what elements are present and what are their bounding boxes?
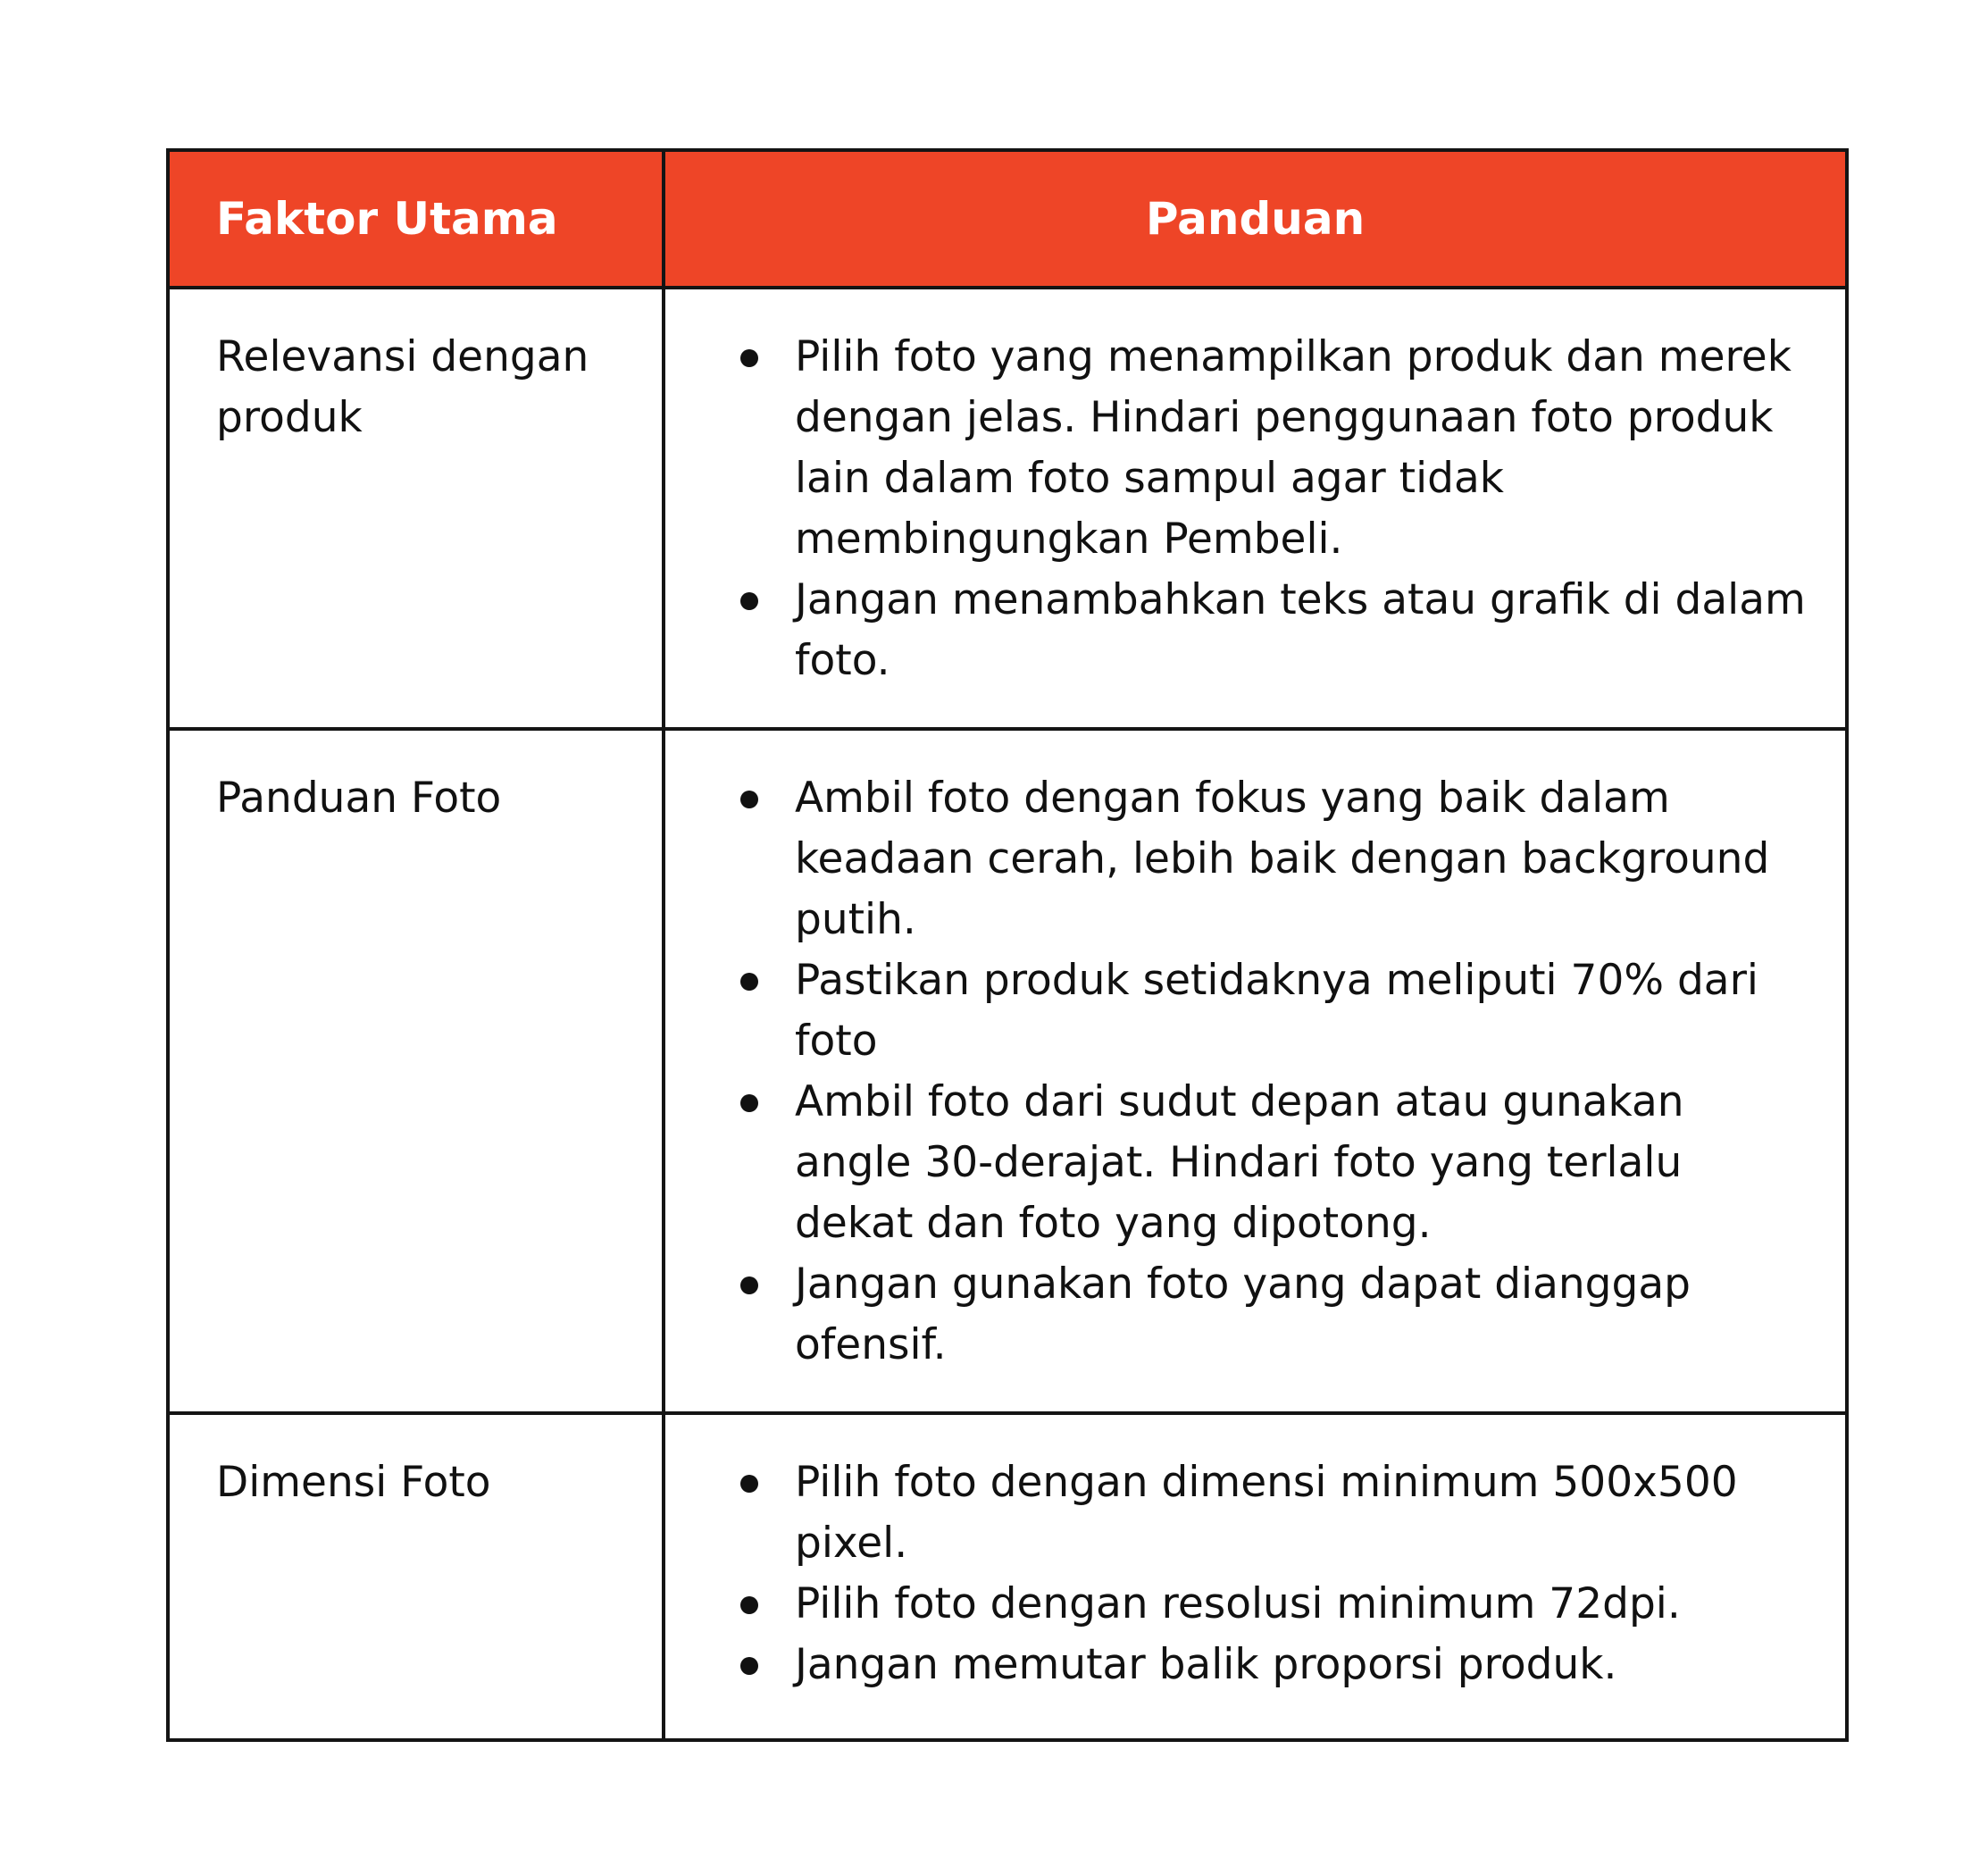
factor-cell-relevance: Relevansi dengan produk — [168, 288, 664, 729]
bullet-item: Pilih foto dengan resolusi minimum 72dpi. — [665, 1574, 1809, 1635]
table-row — [168, 288, 1847, 729]
bullet-list — [665, 768, 1809, 1376]
header-guide: Panduan — [664, 150, 1847, 288]
bullet-item: Pilih foto yang menampilkan produk dan merek dengan jelas. Hindari penggunaan foto produk lain dalam foto sampul agar tidak membingungkan Pembeli. — [665, 327, 1809, 570]
bullet-item: Jangan gunakan foto yang dapat dianggap ofensif. — [665, 1254, 1809, 1376]
guide-cell-dimensions — [664, 1413, 1847, 1740]
factor-cell-dimensions: Dimensi Foto — [168, 1413, 664, 1740]
bullet-item: Jangan memutar balik proporsi produk. — [665, 1635, 1809, 1695]
bullet-list — [665, 1452, 1809, 1695]
table-body — [168, 288, 1847, 1740]
bullet-item: Jangan menambahkan teks atau grafik di dalam foto. — [665, 570, 1809, 691]
bullet-item: Ambil foto dengan fokus yang baik dalam keadaan cerah, lebih baik dengan background putih. — [665, 768, 1809, 950]
photo-guidelines-table — [166, 148, 1849, 1742]
table-row — [168, 1413, 1847, 1740]
bullet-item: Pilih foto dengan dimensi minimum 500x500 pixel. — [665, 1452, 1809, 1574]
table-row — [168, 729, 1847, 1413]
header-row — [168, 150, 1847, 288]
bullet-item: Pastikan produk setidaknya meliputi 70% dari foto — [665, 950, 1809, 1072]
bullet-item: Ambil foto dari sudut depan atau gunakan angle 30-derajat. Hindari foto yang terlalu dekat dan foto yang dipotong. — [665, 1072, 1809, 1254]
table-header — [168, 150, 1847, 288]
guide-cell-photo-guide — [664, 729, 1847, 1413]
factor-cell-photo-guide: Panduan Foto — [168, 729, 664, 1413]
header-factor: Faktor Utama — [168, 150, 664, 288]
guide-cell-relevance — [664, 288, 1847, 729]
bullet-list — [665, 327, 1809, 691]
